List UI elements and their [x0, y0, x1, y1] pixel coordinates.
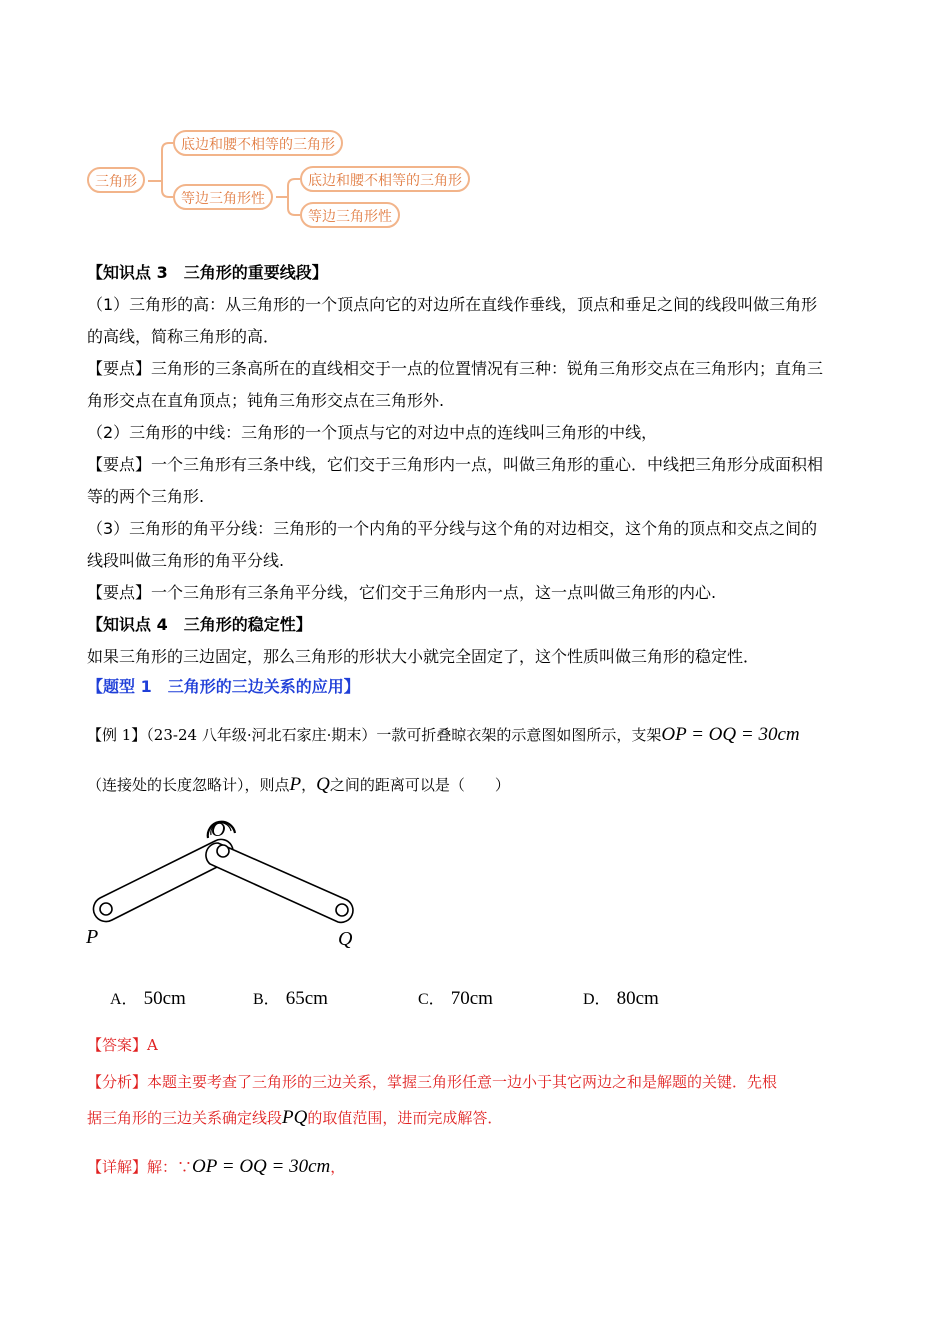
- k4-title: 【知识点 4 三角形的稳定性】: [87, 615, 312, 634]
- example-line2-pre: （连接处的长度忽略计），则点: [87, 776, 290, 794]
- fig-label-p: P: [86, 926, 99, 948]
- options-row: [0, 986, 950, 1010]
- option-d[interactable]: [583, 986, 659, 1010]
- k3-p1a: （1）三角形的高：从三角形的一个顶点向它的对边所在直线作垂线，顶点和垂足之间的线段叫做三角形: [87, 295, 818, 314]
- k3-p5b: 线段叫做三角形的角平分线.: [87, 551, 285, 570]
- option-d-letter: D．: [583, 991, 611, 1008]
- fig-label-q: Q: [338, 928, 353, 950]
- mind-map: [0, 0, 950, 260]
- k3-p4a: 【要点】一个三角形有三条中线，它们交于三角形内一点，叫做三角形的重心．中线把三角形分成面积相: [87, 455, 824, 474]
- k3-p5a: （3）三角形的角平分线：三角形的一个内角的平分线与这个角的对边相交，这个角的顶点和交点之间的: [87, 519, 818, 538]
- example-line-2: [87, 774, 510, 796]
- option-c-letter: C．: [418, 991, 445, 1008]
- analysis-post: 的取值范围，进而完成解答．: [307, 1109, 503, 1127]
- example-line2-post: 之间的距离可以是（ ）: [329, 776, 510, 794]
- example-var-p: P: [289, 774, 302, 795]
- fig-label-o: O: [211, 819, 226, 841]
- mindmap-root: 三角形: [87, 167, 145, 193]
- option-a-letter: A．: [110, 991, 138, 1008]
- analysis-line-2: [87, 1107, 502, 1129]
- detail-unit: cm: [308, 1156, 331, 1177]
- example-comma: ，: [301, 776, 317, 794]
- hanger-diagram: [80, 805, 380, 955]
- mind-map-connectors: [0, 0, 950, 260]
- detail-line: [87, 1156, 345, 1178]
- mindmap-branch-1: 底边和腰不相等的三角形: [173, 130, 343, 156]
- analysis-pre: 据三角形的三边关系确定线段: [87, 1109, 283, 1127]
- option-d-value: 80cm: [616, 988, 659, 1009]
- k3-p2b: 角形交点在直角顶点；钝角三角形交点在三角形外.: [87, 391, 445, 410]
- example-formula-unit: cm: [777, 724, 800, 745]
- example-var-q: Q: [316, 774, 330, 795]
- analysis-line-1: 【分析】本题主要考查了三角形的三边关系，掌握三角形任意一边小于其它两边之和是解题的关键．先根: [87, 1073, 778, 1091]
- k3-title: 【知识点 3 三角形的重要线段】: [87, 263, 328, 282]
- mindmap-sub-1: 底边和腰不相等的三角形: [300, 166, 470, 192]
- answer: 【答案】A: [87, 1036, 158, 1054]
- mindmap-sub-2: 等边三角形性: [300, 202, 400, 228]
- hanger-figure: [80, 805, 380, 959]
- mindmap-branch-2: 等边三角形性: [173, 184, 273, 210]
- k3-p4b: 等的两个三角形.: [87, 487, 205, 506]
- analysis-var-pq: PQ: [282, 1107, 308, 1128]
- type1-title: 【题型 1 三角形的三边关系的应用】: [87, 677, 360, 696]
- option-c[interactable]: [418, 986, 493, 1010]
- k3-p2a: 【要点】三角形的三条高所在的直线相交于一点的位置情况有三种：锐角三角形交点在三角形内；直角三: [87, 359, 824, 378]
- example-lead: 【例 1】（23-24 八年级·河北石家庄·期末）一款可折叠晾衣架的示意图如图所示，支架: [87, 726, 662, 744]
- option-a-value: 50cm: [143, 988, 186, 1009]
- option-b-letter: B．: [253, 991, 280, 1008]
- detail-pre: 【详解】解：∵: [87, 1158, 193, 1176]
- k3-p1b: 的高线，简称三角形的高．: [87, 327, 280, 346]
- option-a[interactable]: [110, 986, 186, 1010]
- example-formula-vars: OP = OQ = 30: [661, 724, 778, 745]
- k3-p3: （2）三角形的中线：三角形的一个顶点与它的对边中点的连线叫三角形的中线，: [87, 423, 658, 442]
- option-b[interactable]: [253, 986, 328, 1010]
- k4-p1: 如果三角形的三边固定，那么三角形的形状大小就完全固定了，这个性质叫做三角形的稳定性．: [87, 647, 760, 666]
- detail-post: ，: [330, 1158, 346, 1176]
- option-b-value: 65cm: [285, 988, 328, 1009]
- example-line-1: [87, 724, 800, 746]
- detail-vars: OP = OQ = 30: [192, 1156, 309, 1177]
- option-c-value: 70cm: [450, 988, 493, 1009]
- k3-p6: 【要点】一个三角形有三条角平分线，它们交于三角形内一点，这一点叫做三角形的内心.: [87, 583, 717, 602]
